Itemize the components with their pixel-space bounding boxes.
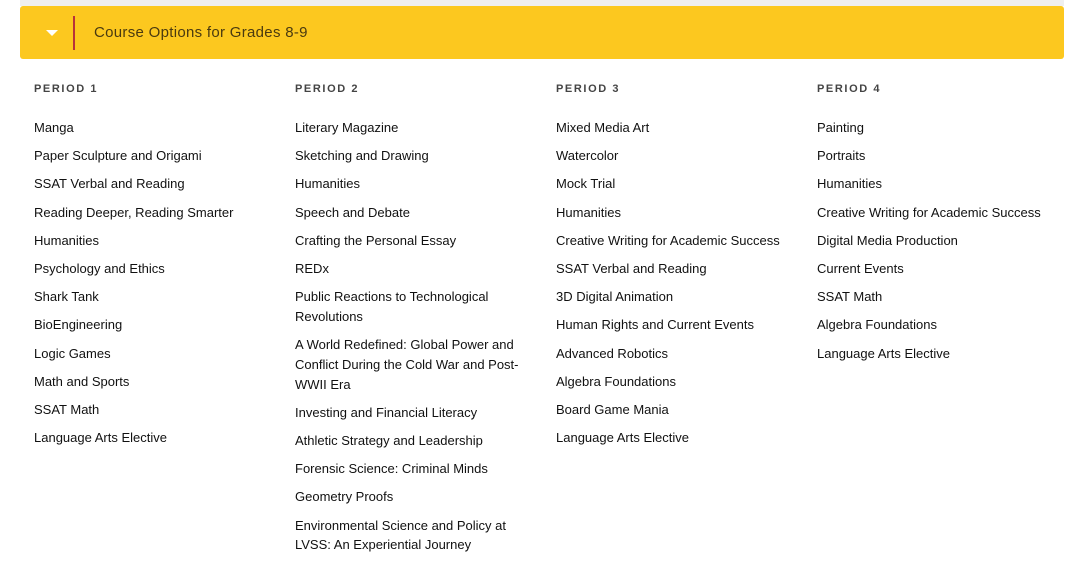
period-heading: PERIOD 4 (817, 83, 882, 95)
caret-down-icon[interactable] (46, 30, 58, 36)
course-item[interactable]: Crafting the Personal Essay (295, 232, 457, 248)
course-item[interactable]: Painting (817, 120, 864, 135)
course-item[interactable]: Public Reactions to Technological Revolutions (295, 289, 489, 324)
course-item[interactable]: Language Arts Elective (817, 345, 950, 361)
course-item[interactable]: Creative Writing for Academic Success (556, 232, 780, 248)
period-column-1 (34, 82, 274, 456)
course-item[interactable]: Humanities (34, 232, 100, 248)
course-list (556, 118, 796, 448)
course-item[interactable]: SSAT Math (817, 289, 883, 305)
course-item[interactable]: Environmental Science and Policy at LVSS: An Experiential Journey (295, 517, 507, 553)
course-item[interactable]: Algebra Foundations (556, 373, 676, 389)
course-item[interactable]: Investing and Financial Literacy (295, 404, 478, 420)
course-item[interactable]: BioEngineering (34, 317, 123, 333)
course-item[interactable]: Logic Games (34, 345, 111, 361)
period-column-4 (817, 82, 1057, 372)
period-heading: PERIOD 3 (556, 83, 621, 95)
course-item[interactable]: Algebra Foundations (817, 317, 937, 333)
course-list (817, 118, 1057, 363)
course-item[interactable]: Shark Tank (34, 289, 99, 305)
course-item[interactable]: Reading Deeper, Reading Smarter (34, 204, 234, 220)
course-item[interactable]: Board Game Mania (556, 402, 669, 418)
header-divider (73, 16, 75, 50)
course-item[interactable]: Humanities (556, 204, 622, 220)
period-column-3 (556, 82, 796, 456)
course-item[interactable]: Forensic Science: Criminal Minds (295, 461, 488, 477)
course-item[interactable]: Portraits (817, 148, 866, 164)
course-item[interactable]: Current Events (817, 261, 904, 277)
course-item[interactable]: REDx (295, 261, 329, 277)
course-item[interactable]: Language Arts Elective (34, 430, 167, 446)
course-item[interactable]: 3D Digital Animation (556, 289, 674, 305)
course-list (34, 118, 274, 448)
course-item[interactable]: Literary Magazine (295, 120, 399, 135)
accordion-title[interactable]: Course Options for Grades 8-9 (94, 24, 308, 41)
course-item[interactable]: Human Rights and Current Events (556, 317, 754, 333)
course-item[interactable]: SSAT Verbal and Reading (34, 176, 185, 192)
course-item[interactable]: Advanced Robotics (556, 345, 669, 361)
course-item[interactable]: Manga (34, 120, 74, 135)
period-column-2 (295, 82, 535, 563)
course-item[interactable]: Mock Trial (556, 176, 616, 192)
course-item[interactable]: Paper Sculpture and Origami (34, 148, 202, 164)
course-item[interactable]: Geometry Proofs (295, 489, 394, 505)
course-item[interactable]: Humanities (295, 176, 361, 192)
course-item[interactable]: Psychology and Ethics (34, 261, 165, 277)
course-item[interactable]: Math and Sports (34, 373, 130, 389)
course-item[interactable]: Humanities (817, 176, 883, 192)
course-item[interactable]: Mixed Media Art (556, 120, 650, 135)
course-item[interactable]: Athletic Strategy and Leadership (295, 432, 483, 448)
course-item[interactable]: A World Redefined: Global Power and Conflict During the Cold War and Post-WWII Era (295, 337, 519, 392)
period-heading: PERIOD 1 (34, 83, 99, 95)
course-item[interactable]: Watercolor (556, 148, 619, 164)
period-heading: PERIOD 2 (295, 83, 360, 95)
course-item[interactable]: Language Arts Elective (556, 430, 689, 446)
accordion-header-grades-8-9[interactable] (20, 6, 1064, 59)
course-item[interactable]: Creative Writing for Academic Success (817, 204, 1041, 220)
course-item[interactable]: SSAT Verbal and Reading (556, 261, 707, 277)
course-list (295, 118, 535, 555)
course-item[interactable]: SSAT Math (34, 402, 100, 418)
course-item[interactable]: Digital Media Production (817, 232, 958, 248)
course-item[interactable]: Speech and Debate (295, 204, 410, 220)
course-item[interactable]: Sketching and Drawing (295, 148, 429, 164)
